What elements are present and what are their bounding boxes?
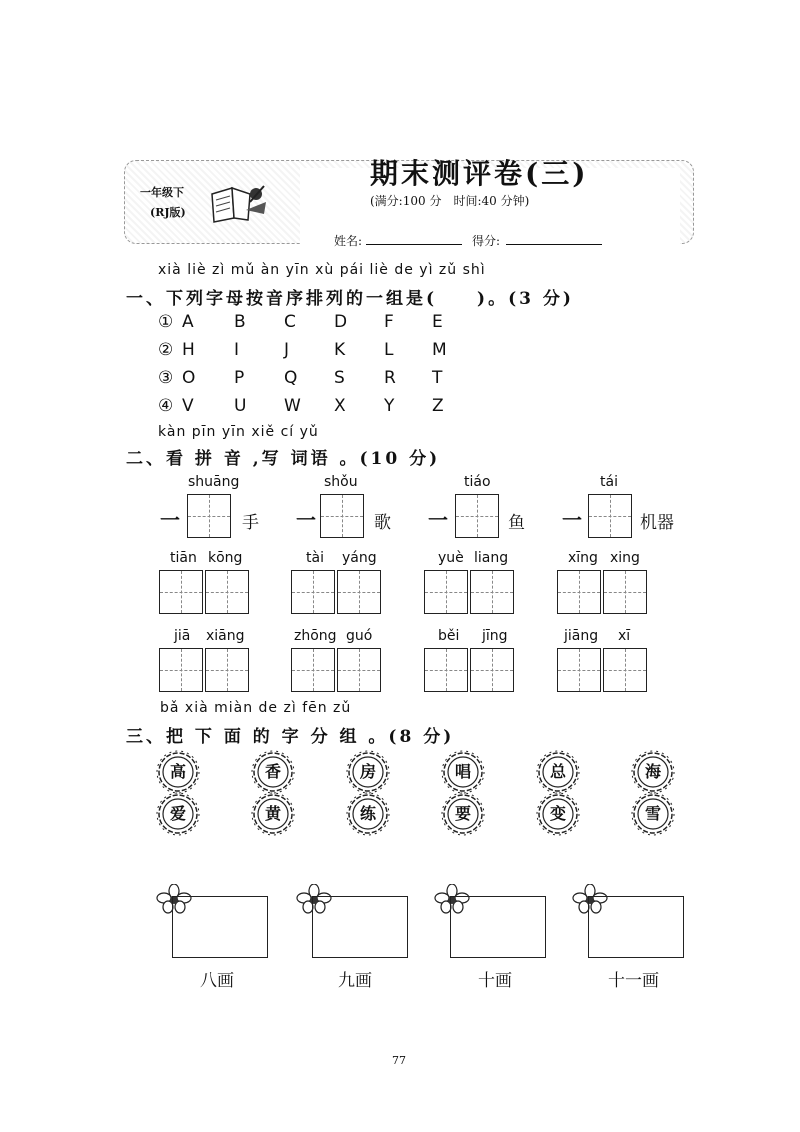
character: 变 <box>549 804 566 823</box>
character-flower[interactable] <box>346 750 390 794</box>
writing-cell[interactable] <box>470 570 514 614</box>
option-letter: V <box>182 396 194 416</box>
character-flower[interactable] <box>631 750 675 794</box>
character-flower[interactable] <box>251 750 295 794</box>
option-letter: Q <box>284 368 298 388</box>
character: 黄 <box>264 804 281 823</box>
name-field[interactable] <box>366 244 462 245</box>
books-icon <box>206 180 270 224</box>
word-pinyin: běi <box>438 628 460 644</box>
option-letter: B <box>234 312 246 332</box>
option-letter: Z <box>432 396 444 416</box>
measure-prefix: 一 <box>428 508 448 532</box>
character: 练 <box>359 804 376 823</box>
word-pinyin: liang <box>474 550 509 566</box>
word-pinyin: tái <box>600 474 618 490</box>
writing-cell[interactable] <box>557 648 601 692</box>
section2-title: 二、看 拼 音 ,写 词语 。(10 分) <box>126 449 441 469</box>
writing-cell[interactable] <box>455 494 499 538</box>
score-field[interactable] <box>506 244 602 245</box>
character: 房 <box>359 762 376 781</box>
option-letter: Y <box>384 396 395 416</box>
character-flower[interactable] <box>441 750 485 794</box>
word-pinyin: kōng <box>208 550 243 566</box>
option-letter: P <box>234 368 245 388</box>
option-number: ④ <box>158 396 174 416</box>
option-letter: W <box>284 396 301 416</box>
option-number: ③ <box>158 368 174 388</box>
word-pinyin: yáng <box>342 550 377 566</box>
measure-suffix: 机器 <box>640 513 674 533</box>
option-letter: E <box>432 312 443 332</box>
option-letter: H <box>182 340 195 360</box>
option-number: ② <box>158 340 174 360</box>
answer-box[interactable] <box>172 896 268 958</box>
option-letter: F <box>384 312 394 332</box>
word-pinyin: zhōng <box>294 628 337 644</box>
writing-cell[interactable] <box>337 570 381 614</box>
character: 总 <box>549 762 566 781</box>
character-flower[interactable] <box>536 750 580 794</box>
answer-box[interactable] <box>450 896 546 958</box>
option-letter: D <box>334 312 348 332</box>
word-pinyin: yuè <box>438 550 464 566</box>
writing-cell[interactable] <box>320 494 364 538</box>
word-pinyin: tiān <box>170 550 197 566</box>
word-pinyin: shǒu <box>324 474 358 490</box>
writing-cell[interactable] <box>337 648 381 692</box>
edition-label: (RJ版) <box>150 206 186 219</box>
measure-prefix: 一 <box>296 508 316 532</box>
word-pinyin: guó <box>346 628 373 644</box>
option-letter: O <box>182 368 196 388</box>
answer-box[interactable] <box>312 896 408 958</box>
character-flower[interactable] <box>346 792 390 836</box>
option-letter: A <box>182 312 194 332</box>
character: 雪 <box>644 804 661 823</box>
word-pinyin: shuāng <box>188 474 240 490</box>
character-flower[interactable] <box>631 792 675 836</box>
section2-pinyin: kàn pīn yīn xiě cí yǔ <box>158 424 319 440</box>
word-pinyin: tài <box>306 550 324 566</box>
writing-cell[interactable] <box>557 570 601 614</box>
section3-title: 三、把 下 面 的 字 分 组 。(8 分) <box>126 727 455 747</box>
option-letter: C <box>284 312 296 332</box>
option-letter: R <box>384 368 396 388</box>
character: 海 <box>644 762 661 781</box>
option-letter: I <box>234 340 240 360</box>
measure-suffix: 手 <box>242 513 259 533</box>
character: 爱 <box>169 804 186 823</box>
box-label: 十一画 <box>608 971 659 991</box>
section1-pinyin: xià liè zì mǔ àn yīn xù pái liè de yì zǔ shì <box>158 262 486 278</box>
option-number: ① <box>158 312 174 332</box>
writing-cell[interactable] <box>205 648 249 692</box>
measure-suffix: 歌 <box>374 513 391 533</box>
section1-options <box>158 312 478 432</box>
writing-cell[interactable] <box>588 494 632 538</box>
word-pinyin: xiāng <box>206 628 245 644</box>
writing-cell[interactable] <box>424 648 468 692</box>
writing-cell[interactable] <box>424 570 468 614</box>
word-pinyin: xing <box>610 550 640 566</box>
measure-prefix: 一 <box>562 508 582 532</box>
character-flower[interactable] <box>251 792 295 836</box>
character: 要 <box>454 804 471 823</box>
character-flower[interactable] <box>156 792 200 836</box>
option-letter: K <box>334 340 346 360</box>
writing-cell[interactable] <box>470 648 514 692</box>
character-flower[interactable] <box>441 792 485 836</box>
measure-prefix: 一 <box>160 508 180 532</box>
character: 香 <box>264 762 281 781</box>
option-letter: M <box>432 340 447 360</box>
option-letter: U <box>234 396 247 416</box>
word-pinyin: jiāng <box>564 628 599 644</box>
option-letter: L <box>384 340 394 360</box>
answer-box[interactable] <box>588 896 684 958</box>
section3-pinyin: bǎ xià miàn de zì fēn zǔ <box>160 700 352 716</box>
character-flower[interactable] <box>536 792 580 836</box>
word-pinyin: xīng <box>568 550 598 566</box>
box-label: 九画 <box>338 971 372 991</box>
option-letter: S <box>334 368 345 388</box>
score-label: 得分: <box>472 234 501 248</box>
word-pinyin: jīng <box>482 628 508 644</box>
writing-cell[interactable] <box>291 570 335 614</box>
writing-cell[interactable] <box>603 648 647 692</box>
word-pinyin: tiáo <box>464 474 491 490</box>
option-letter: T <box>432 368 443 388</box>
page-title: 期末测评卷(三) <box>370 157 589 190</box>
character: 高 <box>169 762 186 781</box>
character-flower[interactable] <box>156 750 200 794</box>
writing-cell[interactable] <box>603 570 647 614</box>
measure-suffix: 鱼 <box>508 513 525 533</box>
grade-label: 一年级下 <box>140 186 184 199</box>
writing-cell[interactable] <box>187 494 231 538</box>
writing-cell[interactable] <box>159 648 203 692</box>
page-subtitle: (满分:100 分 时间:40 分钟) <box>370 194 530 208</box>
option-letter: X <box>334 396 346 416</box>
section1-title: 一、下列字母按音序排列的一组是( )。(3 分) <box>126 289 574 309</box>
writing-cell[interactable] <box>291 648 335 692</box>
word-pinyin: jiā <box>174 628 191 644</box>
writing-cell[interactable] <box>205 570 249 614</box>
name-label: 姓名: <box>334 234 363 248</box>
box-label: 八画 <box>200 971 234 991</box>
character: 唱 <box>454 762 471 781</box>
writing-cell[interactable] <box>159 570 203 614</box>
box-label: 十画 <box>478 971 512 991</box>
word-pinyin: xī <box>618 628 631 644</box>
option-letter: J <box>284 340 290 360</box>
page-number: 77 <box>392 1054 406 1067</box>
